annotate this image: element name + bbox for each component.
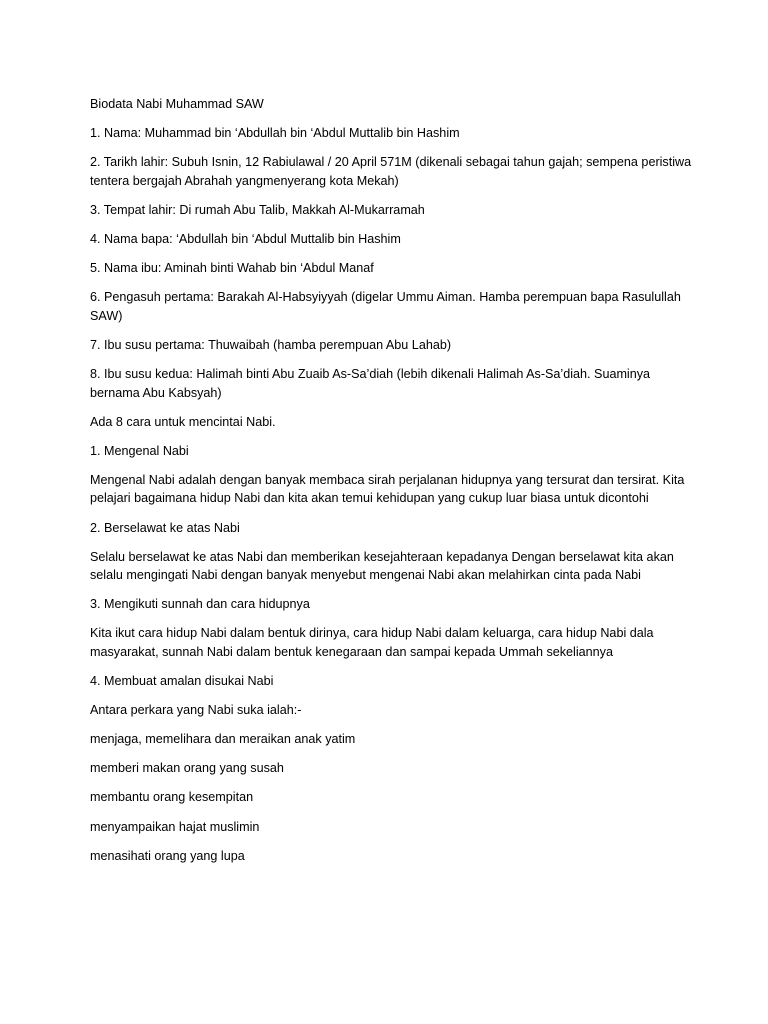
paragraph: 6. Pengasuh pertama: Barakah Al-Habsyiyyah (digelar Ummu Aiman. Hamba perempuan bapa Rasulullah SAW) [90,290,681,323]
section-heading: 2. Berselawat ke atas Nabi [90,520,240,535]
section-intro: Ada 8 cara untuk mencintai Nabi. [90,414,276,429]
document-title: Biodata Nabi Muhammad SAW [90,97,264,111]
list-item: menjaga, memelihara dan meraikan anak yatim [90,732,356,747]
paragraph: 7. Ibu susu pertama: Thuwaibah (hamba perempuan Abu Lahab) [90,337,452,352]
paragraph: 2. Tarikh lahir: Subuh Isnin, 12 Rabiulawal / 20 April 571M (dikenali sebagai tahun gajah; sempena peristiwa tentera bergajah Abrahah yangmenyerang kota Mekah) [90,155,692,188]
section-heading: 3. Mengikuti sunnah dan cara hidupnya [90,597,310,612]
list-item: membantu orang kesempitan [90,790,254,805]
paragraph: Mengenal Nabi adalah dengan banyak membaca sirah perjalanan hidupnya yang tersurat dan tersirat. Kita pelajari bagaimana hidup Nabi dan kita akan temui kehidupan yang cukup luar biasa untuk dicontohi [90,472,685,506]
paragraph: Selalu berselawat ke atas Nabi dan memberikan kesejahteraan kepadanya Dengan berselawat kita akan selalu mengingati Nabi dengan banyak menyebut mengenai Nabi akan melahirkan cinta pada Nabi [90,549,674,583]
paragraph: Kita ikut cara hidup Nabi dalam bentuk dirinya, cara hidup Nabi dalam keluarga, cara hidup Nabi dala masyarakat, sunnah Nabi dalam bentuk kenegaraan dan sampai kepada Ummah sekeliannya [90,626,654,659]
paragraph: Antara perkara yang Nabi suka ialah:- [90,703,302,718]
section-heading: 1. Mengenal Nabi [90,443,189,458]
list-item: memberi makan orang yang susah [90,761,284,776]
list-item: menyampaikan hajat muslimin [90,819,260,834]
section-heading: 4. Membuat amalan disukai Nabi [90,674,274,689]
paragraph: 1. Nama: Muhammad bin ‘Abdullah bin ‘Abdul Muttalib bin Hashim [90,126,460,141]
list-item: menasihati orang yang lupa [90,848,245,863]
paragraph: 4. Nama bapa: ‘Abdullah bin ‘Abdul Muttalib bin Hashim [90,231,401,246]
paragraph: 8. Ibu susu kedua: Halimah binti Abu Zuaib As-Sa’diah (lebih dikenali Halimah As-Sa’diah. Suaminya bernama Abu Kabsyah) [90,366,651,400]
paragraph: 5. Nama ibu: Aminah binti Wahab bin ‘Abdul Manaf [90,261,374,276]
paragraph: 3. Tempat lahir: Di rumah Abu Talib, Makkah Al-Mukarramah [90,202,425,217]
